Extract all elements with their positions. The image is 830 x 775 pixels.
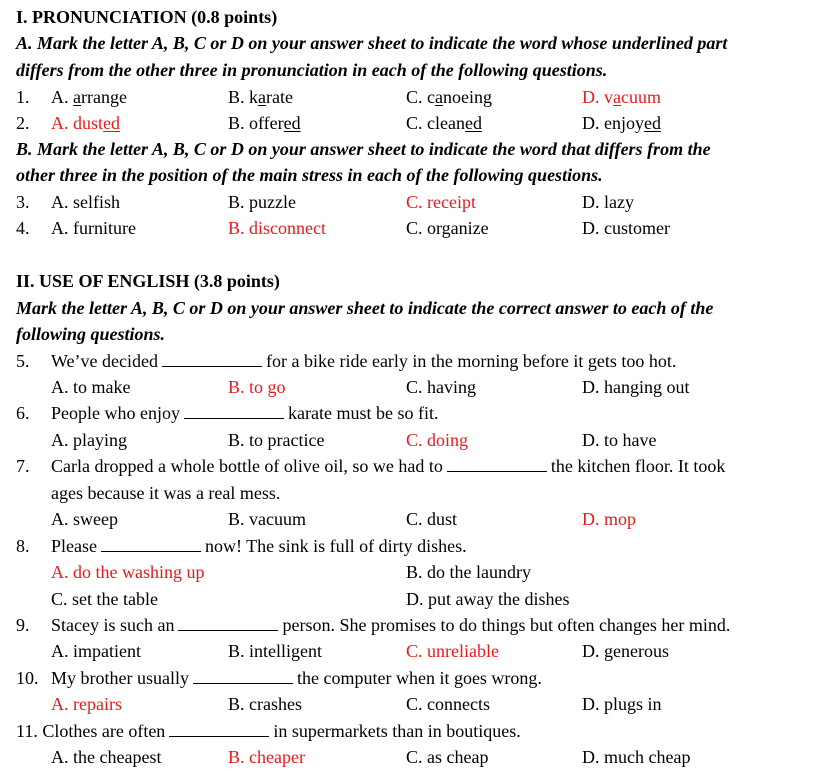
q7-option-c: C. dust: [406, 509, 458, 529]
q8-stem: Please now! The sink is full of dirty dishes.: [51, 536, 467, 556]
section2-title: II. USE OF ENGLISH (3.8 points): [16, 271, 280, 291]
q11-option-a: A. the cheapest: [51, 747, 162, 767]
q1-option-a: A. arrange: [51, 87, 127, 107]
q1-option-d-answer: D. vacuum: [582, 87, 661, 107]
q10-option-d: D. plugs in: [582, 694, 662, 714]
q8-option-b: B. do the laundry: [406, 562, 531, 582]
q1-option-b: B. karate: [228, 87, 293, 107]
q6-option-d: D. to have: [582, 430, 657, 450]
q3-number: 3.: [16, 192, 30, 212]
q11-stem: 11. Clothes are often in supermarkets than in boutiques.: [16, 721, 521, 741]
q9-number: 9.: [16, 615, 30, 635]
q11-blank: [169, 722, 269, 737]
q9-option-b: B. intelligent: [228, 641, 322, 661]
q7-option-d-answer: D. mop: [582, 509, 636, 529]
q9-blank: [178, 616, 278, 631]
section1-title: I. PRONUNCIATION (0.8 points): [16, 7, 278, 27]
q8-option-c: C. set the table: [51, 589, 158, 609]
q3-option-d: D. lazy: [582, 192, 634, 212]
q5-option-a: A. to make: [51, 377, 131, 397]
q8-number: 8.: [16, 536, 30, 556]
q4-option-d: D. customer: [582, 218, 670, 238]
q7-stem-line2: ages because it was a real mess.: [51, 483, 281, 503]
q10-number: 10.: [16, 668, 39, 688]
q2-option-c: C. cleaned: [406, 113, 482, 133]
q9-option-d: D. generous: [582, 641, 669, 661]
section2-instruction-line2: following questions.: [16, 324, 166, 344]
q11-option-c: C. as cheap: [406, 747, 489, 767]
q6-blank: [184, 404, 284, 419]
q2-option-b: B. offered: [228, 113, 301, 133]
q8-option-a-answer: A. do the washing up: [51, 562, 205, 582]
q3-option-a: A. selfish: [51, 192, 120, 212]
q7-option-a: A. sweep: [51, 509, 118, 529]
section1-partB-instruction-line1: B. Mark the letter A, B, C or D on your answer sheet to indicate the word that differs from the: [16, 139, 711, 159]
q6-number: 6.: [16, 403, 30, 423]
q2-option-a-answer: A. dusted: [51, 113, 121, 133]
q5-number: 5.: [16, 351, 30, 371]
q6-option-c-answer: C. doing: [406, 430, 469, 450]
q5-option-d: D. hanging out: [582, 377, 690, 397]
q9-option-a: A. impatient: [51, 641, 141, 661]
q4-option-a: A. furniture: [51, 218, 136, 238]
q8-blank: [101, 537, 201, 552]
q4-option-c: C. organize: [406, 218, 489, 238]
q6-option-b: B. to practice: [228, 430, 325, 450]
q5-stem: We’ve decided for a bike ride early in the morning before it gets too hot.: [51, 351, 677, 371]
q8-option-d: D. put away the dishes: [406, 589, 570, 609]
section1-partA-instruction-line1: A. Mark the letter A, B, C or D on your answer sheet to indicate the word whose underlined part: [16, 33, 728, 53]
q7-option-b: B. vacuum: [228, 509, 306, 529]
q10-blank: [193, 669, 293, 684]
q2-number: 2.: [16, 113, 30, 133]
q2-option-d: D. enjoyed: [582, 113, 661, 133]
q10-stem: My brother usually the computer when it goes wrong.: [51, 668, 542, 688]
section2-instruction-line1: Mark the letter A, B, C or D on your answer sheet to indicate the correct answer to each of the: [16, 298, 714, 318]
section1-partA-instruction-line2: differs from the other three in pronunciation in each of the following questions.: [16, 60, 608, 80]
q6-stem: People who enjoy karate must be so fit.: [51, 403, 439, 423]
q10-option-b: B. crashes: [228, 694, 302, 714]
q3-option-c-answer: C. receipt: [406, 192, 476, 212]
q1-number: 1.: [16, 87, 30, 107]
q10-option-c: C. connects: [406, 694, 490, 714]
q10-option-a-answer: A. repairs: [51, 694, 122, 714]
q7-stem: Carla dropped a whole bottle of olive oil, so we had to the kitchen floor. It took: [51, 456, 726, 476]
q7-number: 7.: [16, 456, 30, 476]
q7-blank: [447, 457, 547, 472]
q1-option-c: C. canoeing: [406, 87, 492, 107]
q9-stem: Stacey is such an person. She promises to do things but often changes her mind.: [51, 615, 731, 635]
q11-option-b-answer: B. cheaper: [228, 747, 305, 767]
q5-option-c: C. having: [406, 377, 476, 397]
q5-option-b-answer: B. to go: [228, 377, 286, 397]
q11-option-d: D. much cheap: [582, 747, 691, 767]
q9-option-c-answer: C. unreliable: [406, 641, 499, 661]
q5-blank: [162, 352, 262, 367]
q3-option-b: B. puzzle: [228, 192, 296, 212]
q6-option-a: A. playing: [51, 430, 127, 450]
q4-number: 4.: [16, 218, 30, 238]
section1-partB-instruction-line2: other three in the position of the main stress in each of the following questions.: [16, 165, 603, 185]
q4-option-b-answer: B. disconnect: [228, 218, 326, 238]
